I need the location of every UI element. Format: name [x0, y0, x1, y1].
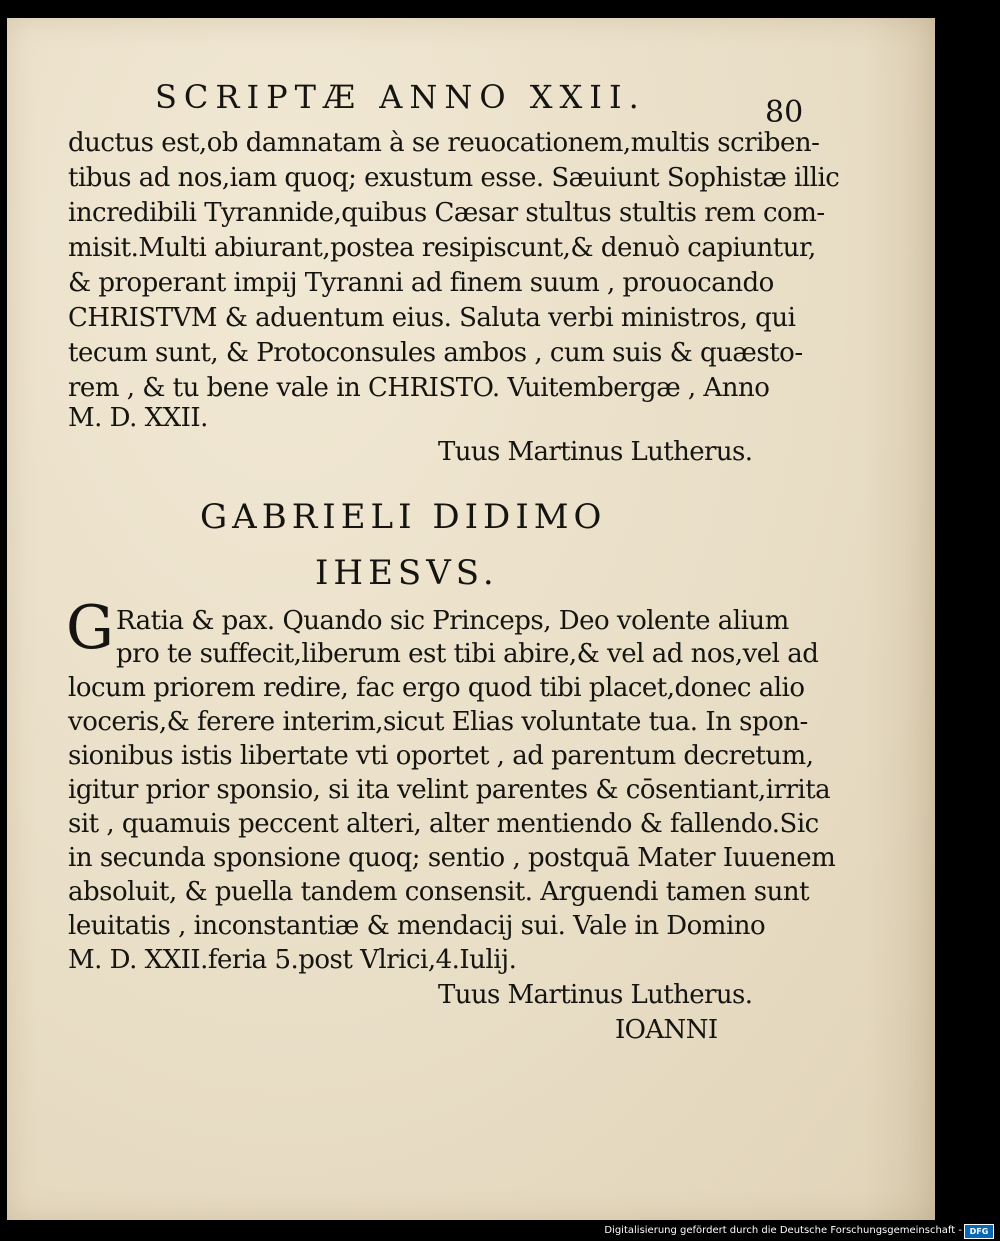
letter1-line: tecum sunt, & Protoconsules ambos , cum suis & quæsto-: [68, 338, 803, 368]
letter1-signature: Tuus Martinus Lutherus.: [438, 437, 753, 467]
letter2-line: pro te suffecit,liberum est tibi abire,& vel ad nos,vel ad: [116, 639, 819, 669]
letter2-line: sionibus istis libertate vti oportet , ad parentum decretum,: [68, 741, 814, 771]
letter2-line: locum priorem redire, fac ergo quod tibi placet,donec alio: [68, 673, 805, 703]
letter1-line: incredibili Tyrannide,quibus Cæsar stultus stultis rem com-: [68, 198, 825, 228]
letter2-heading-ihesus: IHESVS.: [315, 553, 499, 593]
letter2-line: absoluit, & puella tandem consensit. Arguendi tamen sunt: [68, 877, 810, 907]
letter2-heading: GABRIELI DIDIMO: [200, 497, 607, 537]
letter2-line: leuitatis , inconstantiæ & mendacij sui. Vale in Domino: [68, 911, 766, 941]
letter2-signature: Tuus Martinus Lutherus.: [438, 980, 753, 1010]
letter1-line: CHRISTVM & aduentum eius. Saluta verbi ministros, qui: [68, 303, 796, 333]
footer-credit: Digitalisierung gefördert durch die Deutsche Forschungsgemeinschaft -: [604, 1225, 962, 1236]
letter1-line: tibus ad nos,iam quoq; exustum esse. Sæuiunt Sophistæ illic: [68, 163, 840, 193]
letter1-line: rem , & tu bene vale in CHRISTO. Vuitembergæ , Anno: [68, 373, 770, 403]
dfg-logo: DFG: [964, 1224, 994, 1239]
letter1-line: ductus est,ob damnatam à se reuocationem,multis scriben-: [68, 128, 820, 158]
letter2-line: voceris,& ferere interim,sicut Elias voluntate tua. In spon-: [68, 707, 808, 737]
letter1-line: misit.Multi abiurant,postea resipiscunt,& denuò capiuntur,: [68, 233, 816, 263]
folio-number: 80: [765, 95, 804, 130]
letter1-line: M. D. XXII.: [68, 403, 208, 433]
running-head: SCRIPTÆ ANNO XXII.: [155, 78, 646, 116]
letter2-line: Ratia & pax. Quando sic Princeps, Deo volente alium: [116, 606, 789, 636]
letter2-line: igitur prior sponsio, si ita velint parentes & cōsentiant,irrita: [68, 775, 831, 805]
letter2-line: in secunda sponsione quoq; sentio , postquā Mater Iuuenem: [68, 843, 836, 873]
letter1-line: & properant impij Tyranni ad finem suum , prouocando: [68, 268, 774, 298]
catchword: IOANNI: [615, 1015, 718, 1045]
letter2-line: M. D. XXII.feria 5.post Vlrici,4.Iulij.: [68, 945, 517, 975]
drop-cap: G: [66, 593, 114, 663]
letter2-line: sit , quamuis peccent alteri, alter mentiendo & fallendo.Sic: [68, 809, 819, 839]
